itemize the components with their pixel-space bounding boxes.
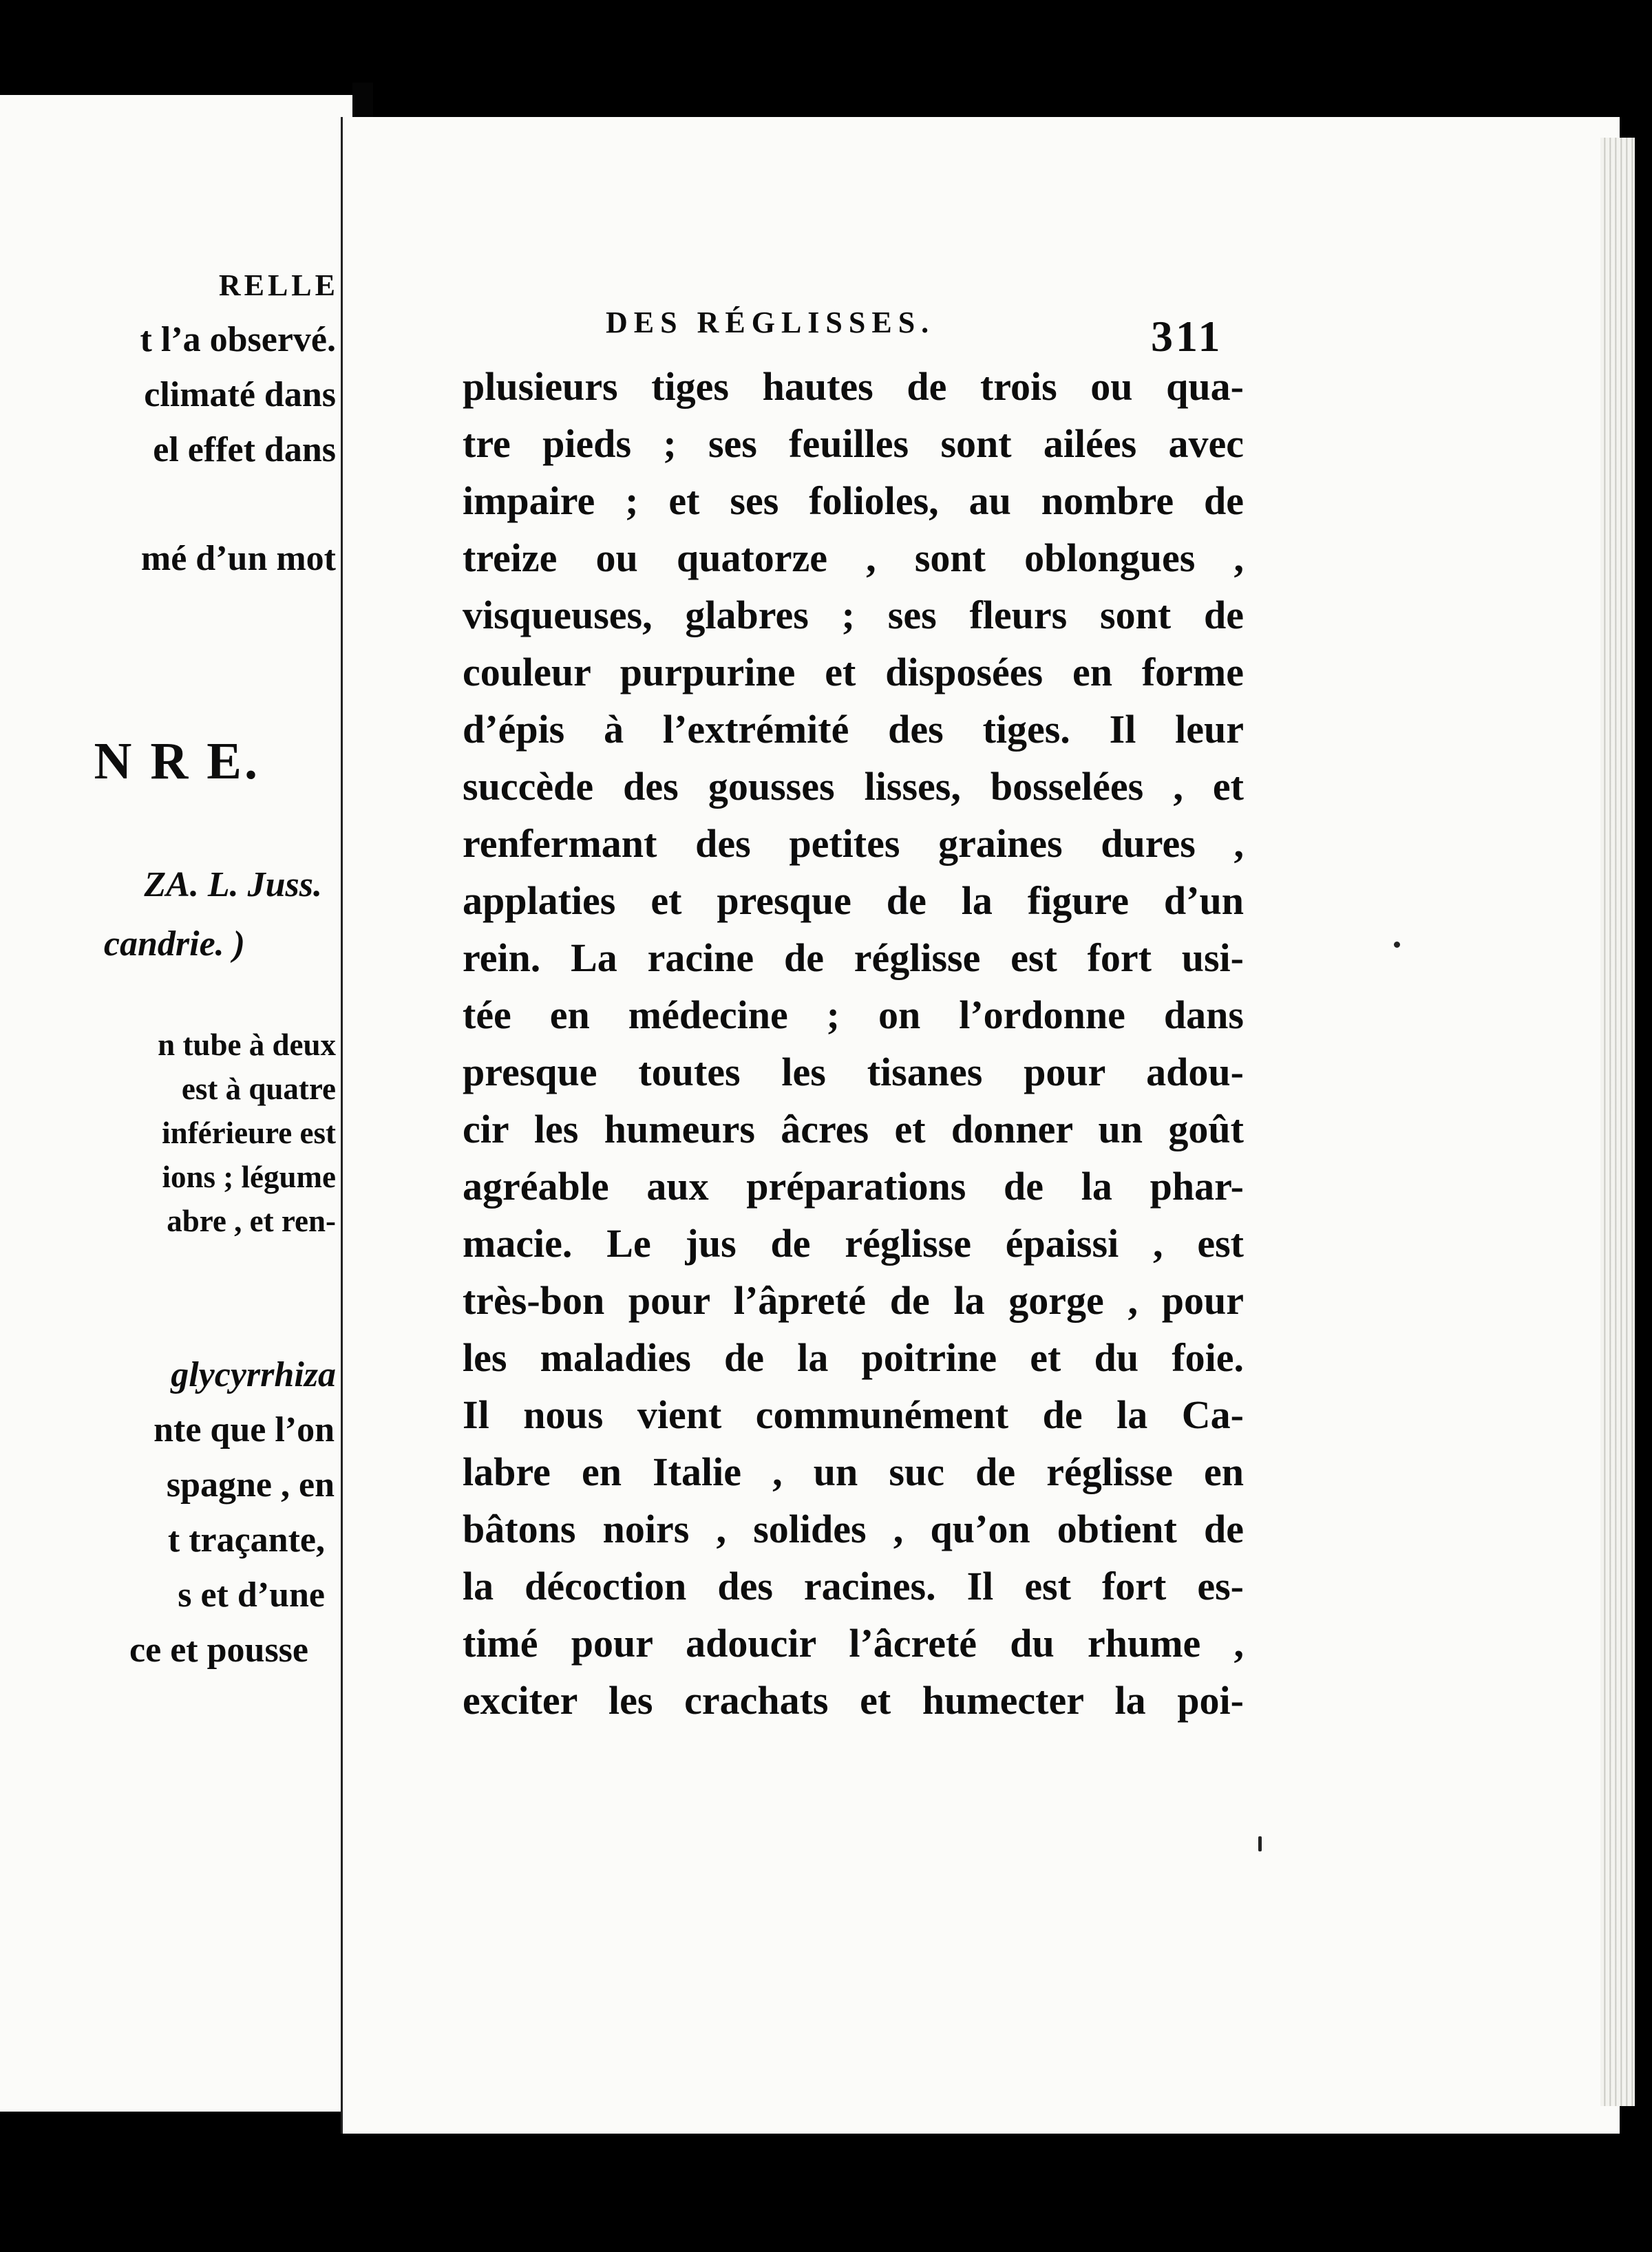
text-line: les maladies de la poitrine et du foie. bbox=[463, 1335, 1244, 1380]
left-line: el effet dans bbox=[153, 430, 336, 469]
text-line: tée en médecine ; on l’ordonne dans bbox=[463, 992, 1244, 1037]
text-line: labre en Italie , un suc de réglisse en bbox=[463, 1449, 1244, 1494]
text-line: d’épis à l’extrémité des tiges. Il leur bbox=[463, 707, 1244, 752]
left-line: glycyrrhiza bbox=[171, 1355, 336, 1394]
left-line: abre , et ren- bbox=[167, 1204, 336, 1238]
page-edges bbox=[1600, 138, 1635, 2106]
text-line: bâtons noirs , solides , qu’on obtient de bbox=[463, 1507, 1244, 1551]
left-line: mé d’un mot bbox=[140, 539, 336, 578]
text-line: cir les humeurs âcres et donner un goût bbox=[463, 1107, 1244, 1151]
text-line: rein. La racine de réglisse est fort usi- bbox=[463, 935, 1244, 980]
text-line: succède des gousses lisses, bosselées , et bbox=[463, 764, 1244, 809]
left-section-heading: N R E. bbox=[94, 732, 260, 790]
left-page bbox=[0, 95, 355, 2112]
left-line: ce et pousse bbox=[129, 1630, 308, 1670]
left-line: ZA. L. Juss. bbox=[144, 865, 322, 904]
text-line: agréable aux préparations de la phar- bbox=[463, 1164, 1244, 1209]
text-line: très-bon pour l’âpreté de la gorge , pour bbox=[463, 1278, 1244, 1323]
left-running-head: RELLE bbox=[218, 268, 339, 302]
text-line: presque toutes les tisanes pour adou- bbox=[463, 1050, 1244, 1094]
left-line: climaté dans bbox=[144, 375, 336, 414]
text-line: macie. Le jus de réglisse épaissi , est bbox=[463, 1221, 1244, 1266]
text-line: applaties et presque de la figure d’un bbox=[463, 878, 1244, 923]
ink-speck bbox=[1258, 1836, 1262, 1851]
left-line: ions ; légume bbox=[162, 1160, 336, 1194]
text-line: tre pieds ; ses feuilles sont ailées avec bbox=[463, 421, 1244, 466]
text-line: couleur purpurine et disposées en forme bbox=[463, 650, 1244, 694]
ink-speck bbox=[1394, 942, 1400, 948]
left-line: s et d’une bbox=[178, 1575, 325, 1615]
text-line: Il nous vient communément de la Ca- bbox=[463, 1392, 1244, 1437]
text-line: renfermant des petites graines dures , bbox=[463, 821, 1244, 866]
text-line: timé pour adoucir l’âcreté du rhume , bbox=[463, 1621, 1244, 1666]
text-line: la décoction des racines. Il est fort es- bbox=[463, 1564, 1244, 1608]
left-line: spagne , en bbox=[166, 1465, 335, 1505]
text-line: exciter les crachats et humecter la poi- bbox=[463, 1678, 1244, 1723]
text-line: treize ou quatorze , sont oblongues , bbox=[463, 535, 1244, 580]
left-line: nte que l’on bbox=[153, 1410, 335, 1449]
text-line: plusieurs tiges hautes de trois ou qua- bbox=[463, 364, 1244, 409]
left-line: inférieure est bbox=[162, 1116, 336, 1150]
running-head: DES RÉGLISSES. bbox=[606, 306, 935, 339]
left-line: candrie. ) bbox=[103, 924, 245, 964]
left-line: t traçante, bbox=[167, 1520, 325, 1560]
body-text bbox=[463, 358, 1244, 1729]
left-line: t l’a observé. bbox=[140, 320, 336, 359]
left-line: est à quatre bbox=[181, 1072, 336, 1106]
text-line: impaire ; et ses folioles, au nombre de bbox=[463, 478, 1244, 523]
left-line: n tube à deux bbox=[158, 1028, 336, 1062]
page-number: 311 bbox=[1151, 312, 1223, 361]
text-line: visqueuses, glabres ; ses fleurs sont de bbox=[463, 593, 1244, 637]
